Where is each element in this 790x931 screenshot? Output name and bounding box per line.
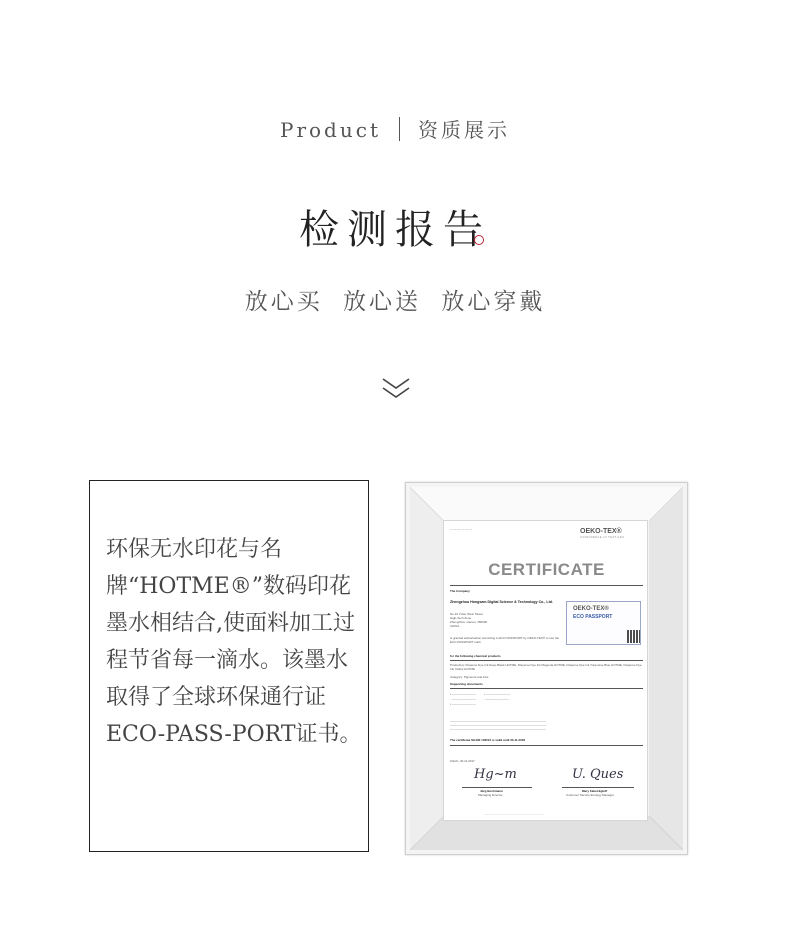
doc-divider [450,745,643,746]
body-lines: ———————————————————————————————— [450,723,546,727]
supporting-lines: • ———————— [450,702,476,706]
header-product-en: Product [280,118,381,142]
description-text: 环保无水印花与名牌“HOTME®”数码印花墨水相结合,使面料加工过程节省每一滴水。该墨水取得了全球环保通行证ECO-PASS-PORT证书。 [106,537,362,747]
footer-lines: ———————————————————— [484,812,544,816]
signer-1-role: Managing Director [478,793,503,797]
header-product-cn: 资质展示 [417,118,510,142]
badge-brand: OEKO-TEX® [573,606,609,612]
doc-divider [450,585,643,586]
signer-1-name: Jürg Bochmann [480,789,503,793]
description-box [89,480,369,852]
doc-divider [450,660,643,661]
address-line: Zhengzhou, Henan, 450000 [450,620,488,624]
signature-1: Hg~m [474,767,517,782]
signer-2-role: Customer Service Ecology Manager [566,793,615,797]
grant-text: is granted authorisation according to ECO PASSPORT by OEKO-TEX® to use the ECO PASSPORT mark [450,636,560,644]
signature-line [562,787,634,788]
supporting-lines: ———————— ———————— [450,697,509,701]
body-lines: ———————————————————————————————— [450,727,546,731]
certificate-document [443,520,648,821]
header-divider [399,117,400,141]
product-category: Category: Pigments and inks [450,675,489,679]
double-chevron-down-icon [380,375,412,401]
products-heading: for the following chemical products [450,654,501,658]
supporting-lines: • ———————— • ———————— [450,692,511,696]
page-subtitle [0,283,790,316]
company-heading: The Company [450,589,470,593]
qr-code-icon [627,630,640,643]
section-header [0,114,790,143]
place-date: Zürich, 30.11.2017 [450,759,475,763]
certificate-title: CERTIFICATE [488,560,605,579]
oeko-tex-tagline: CONFIDENCE IN TEXTILES [580,536,625,539]
page-title: 检测报告 [299,207,491,253]
eco-passport-badge [566,601,641,645]
subtitle-item: 放心送 [343,289,421,315]
body-lines: ———————————————————————————————— [450,719,546,723]
address-line: High-Tech Zone [450,616,472,620]
validity-text: The certificate SH190 133521 is valid until 30.11.2018 [450,738,526,742]
signature-2: U. Ques [572,767,624,782]
subtitle-item: 放心买 [244,289,323,315]
doc-divider [450,688,643,689]
signer-2-name: Mary Fabel-Egloff [582,789,608,793]
address-line: CHINA [450,624,460,628]
subtitle-item: 放心穿戴 [441,289,546,315]
oeko-tex-logo: OEKO-TEX® [580,528,622,535]
title-accent-dot [474,235,484,245]
badge-product: ECO PASSPORT [573,614,613,620]
signature-line [462,787,532,788]
address-line: No.10 Yulan West Street [450,612,483,616]
supporting-heading: Supporting documents [450,682,483,686]
product-list: Product(s): Disperse Dye Ink Deep Black HOTME, Disperse Dye Ink Magenta HOTME, Disperse Dye Ink Turquoise Blue HOTME, Disperse Dye Ink Yellow HOTME [450,663,642,671]
company-name: Zhengzhou Hongsam Digital Science & Technology Co., Ltd. [450,600,553,604]
issuer-lines: — — — — — — [450,527,473,531]
